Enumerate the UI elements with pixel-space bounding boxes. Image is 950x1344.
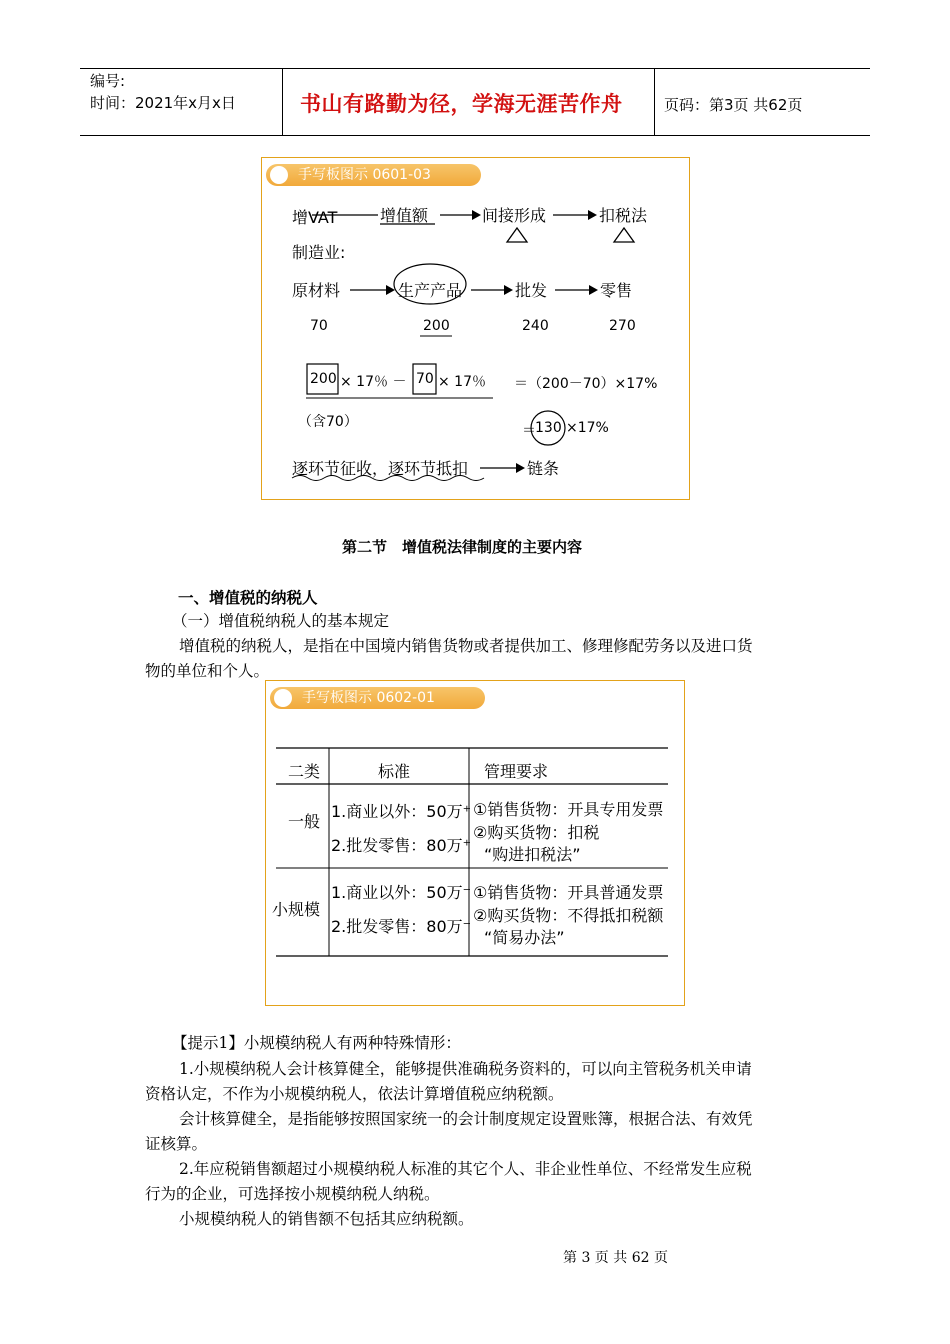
page-info: 页码：第3页 共62页 [664,96,803,114]
chain-text: 逐环节征收，逐环节抵扣 [292,459,469,478]
tip-line-2: 资格认定，不作为小规模纳税人，依法计算增值税应纳税额。 [145,1085,564,1103]
deduction-label: 扣税法 [599,206,648,225]
tip-line-3: 会计核算健全，是指能够按照国家统一的会计制度规定设置账簿，根据合法、有效凭 [179,1110,753,1128]
row-small-std2: 2.批发零售：80万⁻ [331,917,472,936]
row-small-std1: 1.商业以外：50万⁻ [331,883,472,902]
page-footer: 第 3 页 共 62 页 [563,1250,668,1266]
calc-eq2-suffix: ×17% [566,420,609,436]
retail-label: 零售 [600,281,633,300]
row-general-req1: ①销售货物：开具专用发票 [473,800,664,819]
figure2-grid [266,681,684,1005]
row-general-std1: 1.商业以外：50万⁺ [331,802,472,821]
col-type-header: 二类 [288,762,321,781]
header-divider-left [282,69,283,135]
subheading-basic: （一）增值税纳税人的基本规定 [172,612,390,630]
row-general-req2: ②购买货物：扣税 [473,823,600,842]
value-70: 70 [310,318,328,334]
calc-box-200: 200 [310,371,337,387]
col-requirement-header: 管理要求 [484,762,549,781]
manufacturing-label: 制造业: [292,243,346,262]
paragraph-line-1: 增值税的纳税人，是指在中国境内销售货物或者提供加工、修理修配劳务以及进口货 [179,637,753,655]
tip-line-6: 行为的企业，可选择按小规模纳税人纳税。 [145,1185,440,1203]
header-bottom-rule [80,135,870,136]
value-added-label: 增值额 [380,206,429,225]
section-title: 第二节 增值税法律制度的主要内容 [342,538,583,556]
tip-line-5: 2.年应税销售额超过小规模纳税人标准的其它个人、非企业性单位、不经常发生应税 [179,1160,752,1178]
vat-label: 增VAT [292,208,338,227]
raw-material-label: 原材料 [292,281,341,300]
calc-equation-1: ＝（200－70）×17% [514,376,658,392]
figure-tag-label: 手写板图示 0601-03 [298,167,431,183]
calc-value-130: 130 [535,420,562,436]
value-270: 270 [609,318,636,334]
col-standard-header: 标准 [378,762,411,781]
value-240: 240 [522,318,549,334]
tip-title: 【提示1】小规模纳税人有两种特殊情形： [172,1034,461,1052]
indirect-label: 间接形成 [482,206,547,225]
tip-line-1: 1.小规模纳税人会计核算健全，能够提供准确税务资料的，可以向主管税务机关申请 [179,1060,752,1078]
wholesale-label: 批发 [515,281,548,300]
row-small-req2: ②购买货物：不得抵扣税额 [473,906,664,925]
calc-note: （含70） [298,414,358,430]
motto-title: 书山有路勤为径，学海无涯苦作舟 [300,92,623,116]
code-label: 编号: [90,72,126,90]
row-small-req1: ①销售货物：开具普通发票 [473,883,664,902]
date-label: 时间：2021年x月x日 [90,94,236,112]
tip-line-4: 证核算。 [145,1135,208,1153]
header-divider-right [654,69,655,135]
figure-taxpayer-types [265,680,685,1006]
figure-vat-chain [261,157,690,500]
calc-rate-1: × 17％ － [340,374,407,390]
figure2-tag-label: 手写板图示 0602-01 [302,690,435,706]
production-label: 生产产品 [398,281,463,300]
chain-result: 链条 [527,459,560,478]
calc-eq2-prefix: ＝ [522,423,536,439]
header-top-rule [80,68,870,69]
calc-rate-2: × 17％ [438,374,486,390]
row-general-std2: 2.批发零售：80万⁺ [331,836,472,855]
row-small-req3: “简易办法” [484,928,565,947]
tip-line-7: 小规模纳税人的销售额不包括其应纳税额。 [179,1210,474,1228]
row-general-req3: “购进扣税法” [484,845,581,864]
value-200: 200 [423,318,450,334]
row-general-type: 一般 [288,812,321,831]
calc-box-70: 70 [416,371,434,387]
heading-taxpayer: 一、增值税的纳税人 [178,589,318,607]
row-small-type: 小规模 [272,900,321,919]
paragraph-line-2: 物的单位和个人。 [145,662,270,680]
